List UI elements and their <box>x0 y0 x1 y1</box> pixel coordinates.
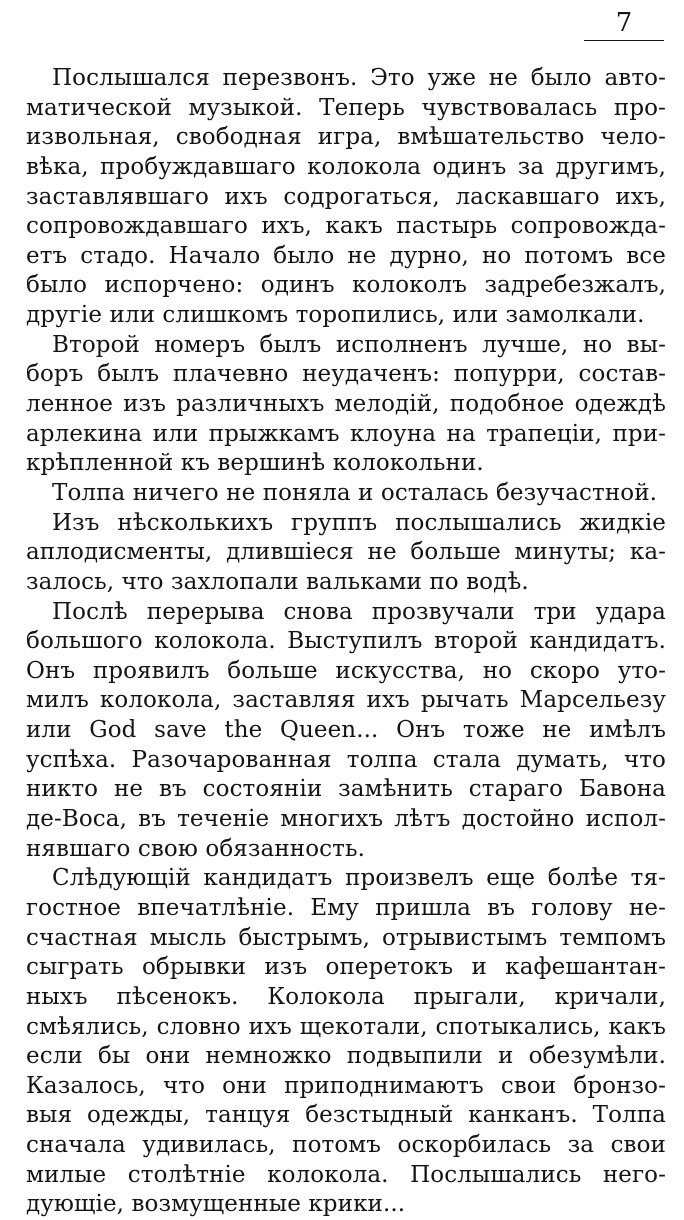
text-line: Казалось, что они приподнимаютъ свои бронзо- <box>26 1072 666 1099</box>
text-line: ныхъ пѣсенокъ. Колокола прыгали, кричали, <box>26 983 666 1010</box>
text-line: смѣялись, словно ихъ щекотали, спотыкались, какъ <box>26 1013 666 1040</box>
page-number: 7 <box>615 8 633 38</box>
text-line: сопровождавшаго ихъ, какъ пастырь сопровожда- <box>26 213 666 240</box>
text-line: заставлявшаго ихъ содрогаться, ласкавшаго ихъ, <box>26 183 666 210</box>
text-line: Второй номеръ былъ исполненъ лучше, но вы- <box>52 331 666 358</box>
text-line: Послѣ перерыва снова прозвучали три удара <box>52 598 666 625</box>
paragraph <box>26 509 666 598</box>
text-line: сначала удивилась, потомъ оскорбилась за свои <box>26 1132 666 1159</box>
text-line: милые столѣтніе колокола. Послышались него- <box>26 1161 666 1188</box>
text-line: большого колокола. Выступилъ второй кандидатъ. <box>26 628 666 655</box>
text-line: было испорчено: одинъ колоколъ задребезжалъ, <box>26 272 666 299</box>
text-line: боръ былъ плачевно неудаченъ: попурри, состав- <box>26 361 666 388</box>
paragraph <box>26 331 666 479</box>
text-line: Онъ проявилъ больше искусства, но скоро уто- <box>26 657 666 684</box>
text-line: матической музыкой. Теперь чувствовалась про- <box>26 94 666 121</box>
paragraph <box>26 598 666 865</box>
text-line: нявшаго свою обязанность. <box>26 835 366 862</box>
text-line: арлекина или прыжкамъ клоуна на трапеціи, при- <box>26 420 666 447</box>
paragraph <box>26 64 666 331</box>
text-line: етъ стадо. Начало было не дурно, но потомъ все <box>26 242 666 269</box>
text-line: никто не въ состояніи замѣнить стараго Бавона <box>26 776 666 803</box>
text-line: Толпа ничего не поняла и осталась безучастной. <box>52 479 658 506</box>
text-line: ленное изъ различныхъ мелодій, подобное одеждѣ <box>26 391 666 418</box>
text-line: гостное впечатлѣніе. Ему пришла въ голову не- <box>26 894 666 921</box>
paragraph <box>26 479 666 509</box>
text-line: крѣпленной къ вершинѣ колокольни. <box>26 450 484 477</box>
text-line: дующіе, возмущенные крики... <box>26 1191 406 1218</box>
text-line: другіе или слишкомъ торопились, или замолкали. <box>26 302 645 329</box>
text-line: аплодисменты, длившіеся не больше минуты; ка- <box>26 539 666 566</box>
text-line: успѣха. Разочарованная толпа стала думать, что <box>26 746 666 773</box>
paragraph <box>26 864 666 1220</box>
text-line: Послышался перезвонъ. Это уже не было авто- <box>52 65 666 91</box>
text-line: или God save the Queen... Онъ тоже не имѣлъ <box>26 717 666 744</box>
header-rule <box>584 40 664 41</box>
text-line: сыграть обрывки изъ оперетокъ и кафешантан- <box>26 954 666 981</box>
text-line: вѣка, пробуждавшаго колокола одинъ за другимъ, <box>26 153 666 180</box>
text-line: милъ колокола, заставляя ихъ рычать Марсельезу <box>26 687 666 714</box>
text-line: Изъ нѣсколькихъ группъ послышались жидкіе <box>52 509 666 536</box>
text-line: де-Воса, въ теченіе многихъ лѣтъ достойно испол- <box>26 806 666 833</box>
text-line: Слѣдующій кандидатъ произвелъ еще болѣе тя- <box>52 865 666 892</box>
text-body <box>26 64 666 1220</box>
text-line: если бы они немножко подвыпили и обезумѣли. <box>26 1043 666 1070</box>
text-line: извольная, свободная игра, вмѣшательство чело- <box>26 124 666 151</box>
text-line: счастная мысль быстрымъ, отрывистымъ темпомъ <box>26 924 666 951</box>
text-line: выя одежды, танцуя безстыдный канканъ. Толпа <box>26 1102 666 1129</box>
text-line: залось, что захлопали вальками по водѣ. <box>26 568 529 595</box>
